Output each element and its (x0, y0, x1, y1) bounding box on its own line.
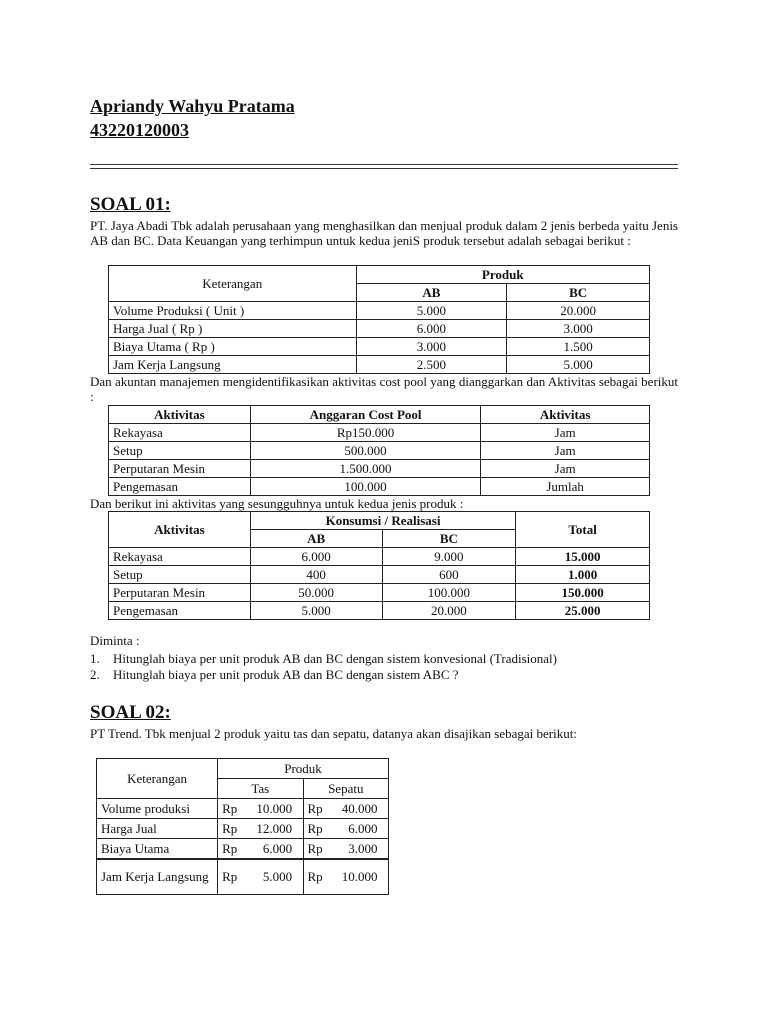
header-sepatu: Sepatu (303, 779, 388, 799)
section-title-soal-01: SOAL 01: (90, 194, 171, 215)
soal-01-text-cost-pool: Dan akuntan manajemen mengidentifikasikan aktivitas cost pool yang dianggarkan dan Aktivitas sebagai berikut : (90, 374, 678, 404)
currency-label: Rp (307, 820, 323, 836)
cell-total: 25.000 (516, 602, 650, 620)
header-aktivitas: Aktivitas (109, 406, 251, 424)
header-aktivitas-driver: Aktivitas (481, 406, 650, 424)
diminta-label: Diminta : (90, 633, 140, 648)
cell-ab: 6.000 (250, 548, 382, 566)
cell-sepatu (303, 799, 388, 819)
cell-bc: 3.000 (507, 320, 650, 338)
table-row (97, 819, 389, 839)
cell-anggaran: 500.000 (250, 442, 481, 460)
table-row (109, 338, 650, 356)
row-label: Rekayasa (109, 548, 251, 566)
soal-01-text-realisasi: Dan berikut ini aktivitas yang sesungguhnya untuk kedua jenis produk : (90, 496, 464, 511)
header-bc: BC (382, 530, 516, 548)
table-row (109, 356, 650, 374)
cell-driver: Jumlah (481, 478, 650, 496)
cell-value: 5.000 (262, 869, 293, 884)
row-label: Perputaran Mesin (109, 584, 251, 602)
cell-bc: 1.500 (507, 338, 650, 356)
cell-ab: 50.000 (250, 584, 382, 602)
soal-01-intro: PT. Jaya Abadi Tbk adalah perusahaan yang menghasilkan dan menjual produk dalam 2 jenis berbeda yaitu Jenis AB dan BC. Data Keuangan yang terhimpun untuk kedua jeniS produk tersebut adalah sebagai berikut : (90, 218, 678, 248)
table-row (109, 478, 650, 496)
currency-label: Rp (307, 840, 323, 856)
cell-tas (218, 859, 303, 895)
cell-ab: 400 (250, 566, 382, 584)
cell-sepatu (303, 839, 388, 860)
cell-sepatu (303, 819, 388, 839)
row-label: Pengemasan (109, 602, 251, 620)
soal-02-intro: PT Trend. Tbk menjual 2 produk yaitu tas dan sepatu, datanya akan disajikan sebagai berikut: (90, 726, 577, 741)
table-product-data (108, 265, 650, 374)
row-label: Jam Kerja Langsung (109, 356, 357, 374)
student-id: 43220120003 (90, 120, 189, 140)
cell-value: 10.000 (341, 869, 378, 884)
cell-value: 6.000 (262, 840, 293, 856)
row-label: Volume produksi (97, 799, 218, 819)
table-row (109, 460, 650, 478)
table-row (109, 442, 650, 460)
table-row (97, 839, 389, 860)
cell-total: 1.000 (516, 566, 650, 584)
cell-driver: Jam (481, 424, 650, 442)
cell-bc: 600 (382, 566, 516, 584)
cell-ab: 6.000 (356, 320, 507, 338)
cell-ab: 2.500 (356, 356, 507, 374)
cell-anggaran: 1.500.000 (250, 460, 481, 478)
cell-tas (218, 819, 303, 839)
row-label: Jam Kerja Langsung (97, 859, 218, 895)
row-label: Perputaran Mesin (109, 460, 251, 478)
table-row (109, 302, 650, 320)
row-label: Setup (109, 566, 251, 584)
table-row (109, 548, 650, 566)
table-row (109, 424, 650, 442)
cell-driver: Jam (481, 460, 650, 478)
cell-bc: 5.000 (507, 356, 650, 374)
row-label: Biaya Utama ( Rp ) (109, 338, 357, 356)
divider-line (90, 168, 678, 169)
row-label: Volume Produksi ( Unit ) (109, 302, 357, 320)
cell-tas (218, 839, 303, 860)
list-number: 1. (90, 651, 100, 666)
list-item (90, 667, 557, 683)
list-text: Hitunglah biaya per unit produk AB dan BC dengan sistem ABC ? (113, 667, 459, 682)
header-tas: Tas (218, 779, 303, 799)
table-row (97, 799, 389, 819)
table-row (109, 566, 650, 584)
cell-value: 12.000 (256, 820, 293, 836)
row-label: Rekayasa (109, 424, 251, 442)
currency-label: Rp (222, 840, 238, 856)
currency-label: Rp (307, 869, 323, 884)
row-label: Setup (109, 442, 251, 460)
table-cost-pool (108, 405, 650, 496)
cell-total: 15.000 (516, 548, 650, 566)
header-bc: BC (507, 284, 650, 302)
table-row (97, 859, 389, 895)
cell-ab: 5.000 (250, 602, 382, 620)
currency-label: Rp (222, 869, 238, 884)
cell-bc: 20.000 (507, 302, 650, 320)
row-label: Biaya Utama (97, 839, 218, 860)
table-row (109, 602, 650, 620)
author-name: Apriandy Wahyu Pratama (90, 96, 295, 116)
cell-sepatu (303, 859, 388, 895)
cell-bc: 20.000 (382, 602, 516, 620)
cell-value: 6.000 (348, 820, 378, 836)
header-aktivitas: Aktivitas (109, 512, 251, 548)
header-produk: Produk (218, 759, 389, 779)
row-label: Pengemasan (109, 478, 251, 496)
header-ab: AB (356, 284, 507, 302)
header-anggaran-cost-pool: Anggaran Cost Pool (250, 406, 481, 424)
header-keterangan: Keterangan (97, 759, 218, 799)
header-keterangan: Keterangan (109, 266, 357, 302)
table-row (109, 320, 650, 338)
table-row (109, 584, 650, 602)
row-label: Harga Jual (97, 819, 218, 839)
currency-label: Rp (307, 800, 323, 816)
currency-label: Rp (222, 820, 238, 836)
divider-line (90, 164, 678, 165)
cell-anggaran: Rp150.000 (250, 424, 481, 442)
row-label: Harga Jual ( Rp ) (109, 320, 357, 338)
list-item (90, 651, 557, 667)
cell-value: 3.000 (348, 840, 378, 856)
list-number: 2. (90, 667, 100, 682)
cell-bc: 9.000 (382, 548, 516, 566)
header-total: Total (516, 512, 650, 548)
cell-bc: 100.000 (382, 584, 516, 602)
cell-anggaran: 100.000 (250, 478, 481, 496)
question-list (90, 633, 557, 683)
section-title-soal-02: SOAL 02: (90, 702, 171, 723)
cell-driver: Jam (481, 442, 650, 460)
table-tas-sepatu (96, 758, 389, 895)
header-produk: Produk (356, 266, 649, 284)
header-konsumsi-realisasi: Konsumsi / Realisasi (250, 512, 515, 530)
table-realisasi (108, 511, 650, 620)
cell-ab: 5.000 (356, 302, 507, 320)
cell-value: 40.000 (341, 800, 378, 816)
header-ab: AB (250, 530, 382, 548)
cell-tas (218, 799, 303, 819)
cell-ab: 3.000 (356, 338, 507, 356)
list-text: Hitunglah biaya per unit produk AB dan BC dengan sistem konvesional (Tradisional) (113, 651, 557, 666)
cell-total: 150.000 (516, 584, 650, 602)
cell-value: 10.000 (256, 800, 293, 816)
currency-label: Rp (222, 800, 238, 816)
